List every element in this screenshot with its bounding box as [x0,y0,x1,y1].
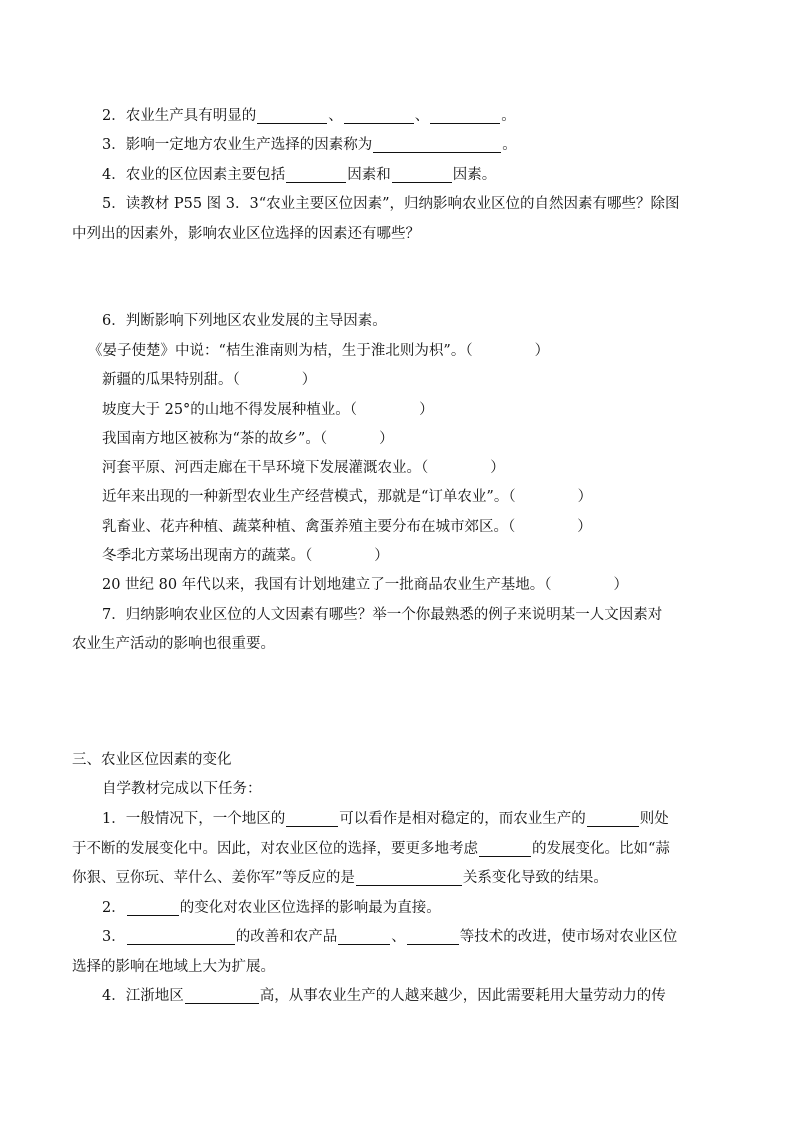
separator: 、 [328,108,343,124]
close-paren: ） [301,372,317,388]
question-2-suffix: 。 [501,108,516,124]
judgment-item [102,453,752,483]
text: 于不断的发展变化中。因此，对农业区位的选择，要更多地考虑 [72,841,478,857]
judgment-item [102,541,752,571]
answer-blank[interactable] [430,105,500,124]
judgment-item [102,424,752,454]
question-7-line-1: 7．归纳影响农业区位的人文因素有哪些？举一个你最熟悉的例子来说明某一人文因素对 [102,607,663,623]
judgment-item-text: 坡度大于 25°的山地不得发展种植业。（ [102,402,358,418]
question-4-text: 4．农业的区位因素主要包括 [102,167,286,183]
judgment-item [102,570,752,600]
section3-question-3-line-2: 选择的影响在地域上大为扩展。 [72,959,275,975]
answer-blank[interactable] [257,105,327,124]
judgment-item [102,512,752,542]
judgment-item-text: 新疆的瓜果特别甜。（ [102,372,240,388]
question-3-text: 3．影响一定地方农业生产选择的因素称为 [102,137,373,153]
question-4-suffix: 因素。 [452,167,497,183]
question-6-title: 6．判断影响下列地区农业发展的主导因素。 [102,313,387,329]
separator: 、 [414,108,430,124]
section3-question-1-line-2 [72,834,722,864]
question-2 [102,101,752,131]
text: 、 [391,929,406,945]
section3-question-1-line-1 [102,804,752,834]
section3-question-1-line-3 [72,863,722,893]
section-heading: 三、农业区位因素的变化 [72,752,232,768]
close-paren: ） [577,489,593,505]
judgment-item [102,482,752,512]
section3-question-3-line-1 [102,922,752,952]
close-paren: ） [379,431,394,447]
judgment-item-text: 《晏子使楚》中说：“桔生淮南则为桔，生于淮北则为枳”。（ [88,343,473,359]
answer-blank[interactable] [356,867,462,886]
close-paren: ） [374,548,389,564]
answer-blank[interactable] [127,897,179,916]
judgment-item-text: 我国南方地区被称为“茶的故乡”。（ [102,431,328,447]
judgment-item-text: 近年来出现的一种新型农业生产经营模式，那就是“订单农业”。（ [102,489,516,505]
question-3 [102,130,752,160]
answer-blank[interactable] [344,105,414,124]
answer-blank[interactable] [479,838,531,857]
judgment-item-text: 冬季北方菜场出现南方的蔬菜。（ [102,548,313,564]
text: 关系变化导致的结果。 [462,870,608,886]
answer-blank[interactable] [587,808,639,827]
question-7-line-2: 农业生产活动的影响也很重要。 [72,636,275,652]
answer-blank[interactable] [392,164,452,183]
text: 可以看作是相对稳定的，而农业生产的 [339,811,586,827]
text: 2． [102,900,126,916]
text: 则处 [639,811,669,827]
question-5-line-2: 中列出的因素外，影响农业区位选择的因素还有哪些？ [72,226,420,242]
question-4-mid: 因素和 [347,167,391,183]
text: 3． [102,929,126,945]
answer-blank[interactable] [286,808,338,827]
text: 高，从事农业生产的人越来越少，因此需要耗用大量劳动力的传 [259,988,666,1004]
question-5-line-1: 5．读教材 P55 图 3．3“农业主要区位因素”，归纳影响农业区位的自然因素有哪些？除图 [102,196,680,212]
question-4 [102,160,752,190]
close-paren: ） [419,402,434,418]
text: 4．江浙地区 [102,988,184,1004]
judgment-item [88,336,738,366]
judgment-item-text: 乳畜业、花卉种植、蔬菜种植、禽蛋养殖主要分布在城市郊区。（ [102,519,516,535]
judgment-item [102,365,752,395]
section3-question-4 [102,981,752,1011]
close-paren: ） [613,577,628,593]
section-intro: 自学教材完成以下任务： [102,781,262,797]
judgment-item-text: 河套平原、河西走廊在干旱环境下发展灌溉农业。（ [102,460,429,476]
answer-blank[interactable] [407,926,459,945]
section3-question-2 [102,893,752,923]
answer-blank[interactable] [286,164,346,183]
answer-blank[interactable] [373,134,501,153]
text: 的变化对农业区位选择的影响最为直接。 [179,900,441,916]
text: 你狠、豆你玩、苹什么、姜你军”等反应的是 [72,870,355,886]
question-2-text: 2．农业生产具有明显的 [102,108,257,124]
text: 1．一般情况下，一个地区的 [102,811,286,827]
judgment-item [102,395,752,425]
close-paren: ） [577,519,592,535]
text: 的发展变化。比如“蒜 [532,841,670,857]
answer-blank[interactable] [185,985,259,1004]
answer-blank[interactable] [127,926,235,945]
judgment-item-text: 20 世纪 80 年代以来，我国有计划地建立了一批商品农业生产基地。（ [102,577,552,593]
close-paren: ） [490,460,505,476]
text: 的改善和农产品 [235,929,338,945]
text: 等技术的改进，使市场对农业区位 [459,929,678,945]
close-paren: ） [534,343,550,359]
answer-blank[interactable] [338,926,390,945]
question-3-suffix: 。 [502,137,517,153]
